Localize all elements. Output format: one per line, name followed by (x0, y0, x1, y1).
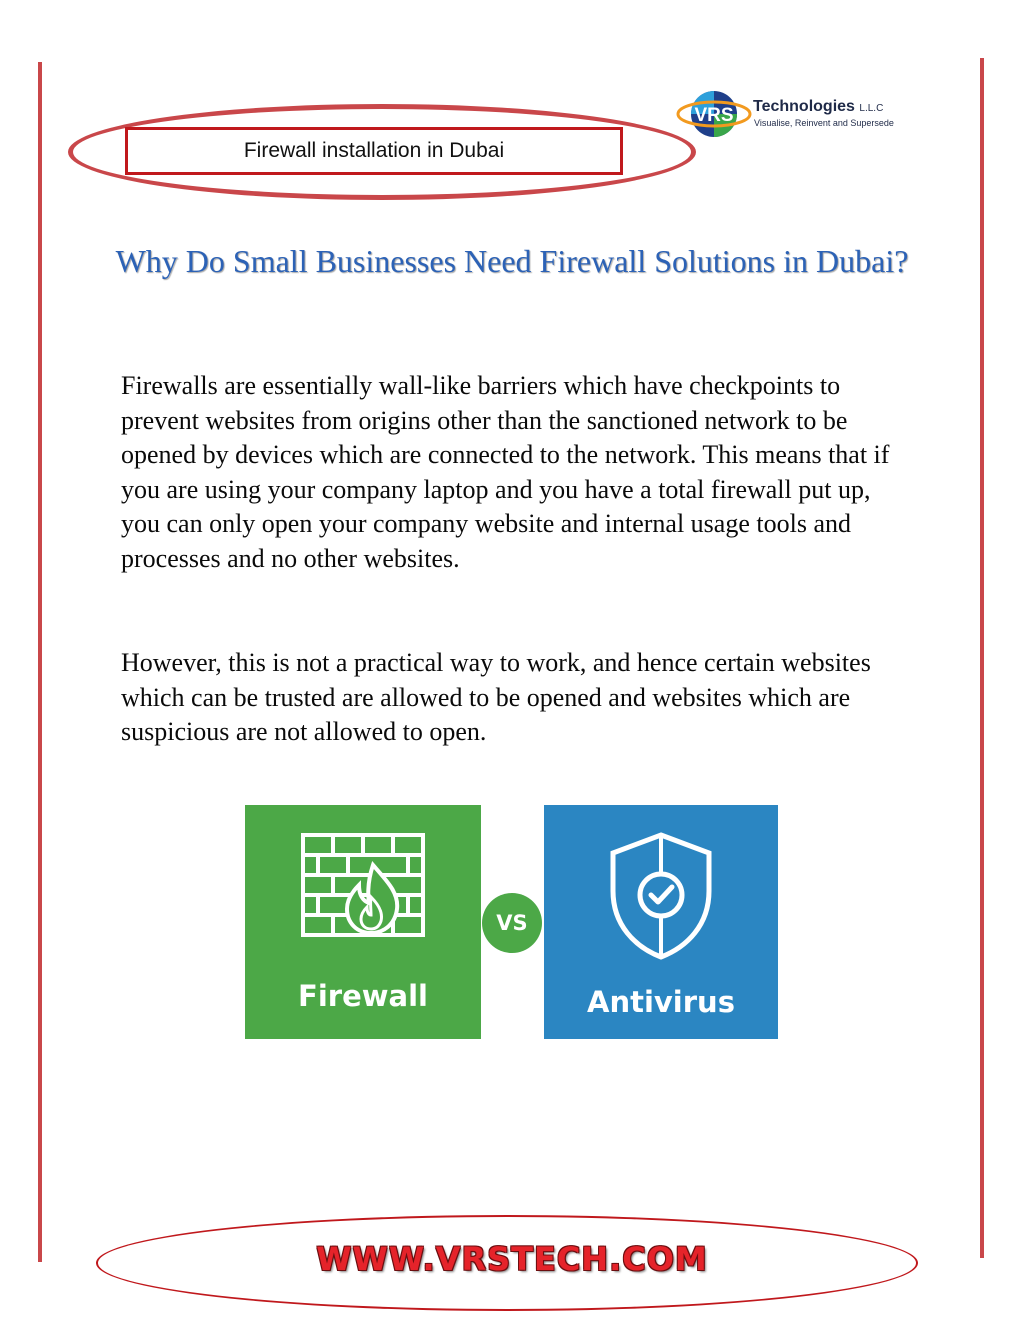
brick-wall-fire-icon (297, 829, 429, 941)
right-border-line (980, 58, 984, 1258)
header-label: Firewall installation in Dubai (243, 139, 505, 162)
antivirus-label: Antivirus (587, 985, 735, 1019)
article-title: Why Do Small Businesses Need Firewall Solutions in Dubai? (115, 243, 909, 279)
svg-text:VRS: VRS (694, 105, 734, 126)
antivirus-card (544, 805, 778, 1039)
article-paragraph-2: However, this is not a practical way to work, and hence certain websites which can be trusted are allowed to be opened and websites which are suspicious are not allowed to open. (121, 648, 871, 747)
logo-tagline: Visualise, Reinvent and Supersede (754, 118, 894, 128)
header-label-box (125, 127, 623, 175)
article-paragraph-1: Firewalls are essentially wall-like barriers which have checkpoints to prevent websites from origins other than the sanctioned network to be opened by devices which are connected to the network. This means that if you are using your company laptop and you have a total firewall put up, you can only open your company website and internal usage tools and processes and no other websites. (121, 371, 890, 573)
logo-brand: Technologies L.L.C (753, 98, 884, 115)
shield-check-icon (605, 829, 717, 961)
firewall-label: Firewall (298, 979, 428, 1013)
left-border-line (38, 62, 42, 1262)
company-logo (676, 84, 916, 144)
firewall-card (245, 805, 481, 1039)
vs-label: VS (496, 911, 528, 935)
vs-badge (482, 893, 542, 953)
vrs-globe-icon (676, 84, 752, 144)
website-url-link[interactable]: WWW.VRSTECH.COM (316, 1240, 708, 1278)
